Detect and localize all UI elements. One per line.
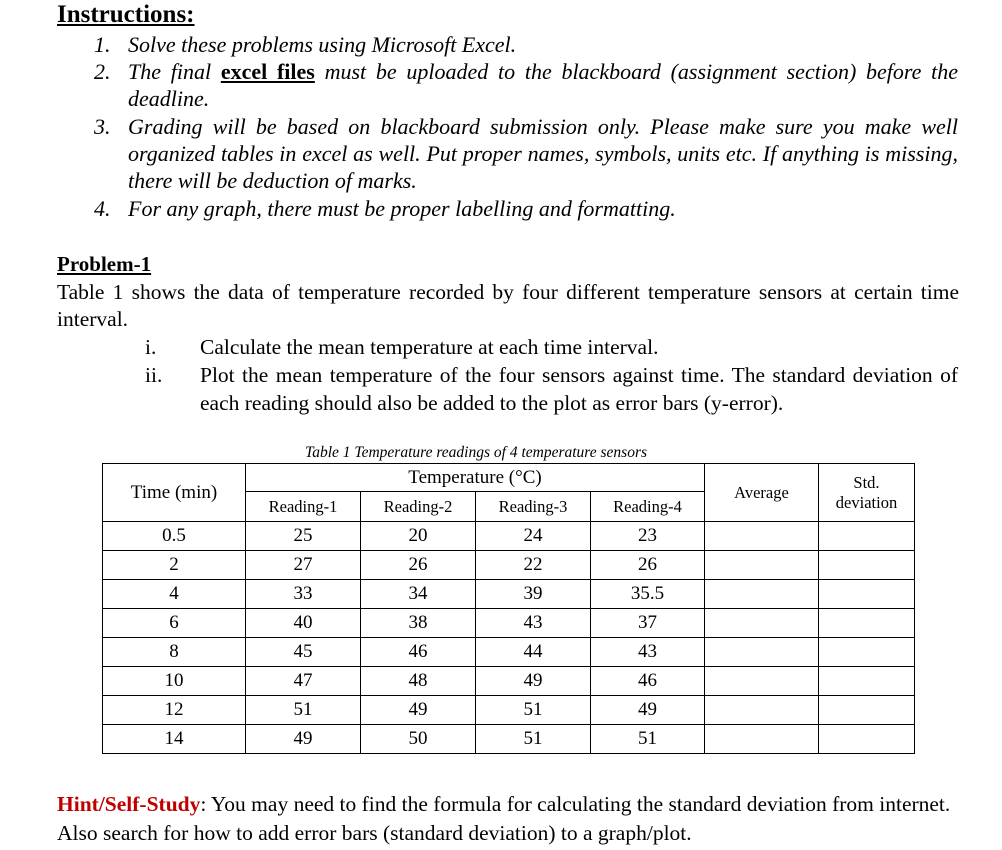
instruction-text: For any graph, there must be proper labelling and formatting.: [128, 196, 676, 221]
table-row: [103, 667, 915, 696]
item-text: Plot the mean temperature of the four sensors against time. The standard deviation of each reading should also be added to the plot as error bars (y-error).: [200, 363, 958, 415]
average-cell: [705, 609, 819, 638]
reading-4-header: Reading-4: [591, 492, 705, 522]
average-cell: [705, 696, 819, 725]
reading-cell: 22: [476, 551, 591, 580]
reading-cell: 51: [246, 696, 361, 725]
average-header: Average: [705, 464, 819, 522]
reading-cell: 37: [591, 609, 705, 638]
table-caption: Table 1 Temperature readings of 4 temperature sensors: [305, 444, 648, 461]
reading-cell: 44: [476, 638, 591, 667]
reading-cell: 40: [246, 609, 361, 638]
std-deviation-header: Std. deviation: [819, 464, 915, 522]
reading-cell: 26: [361, 551, 476, 580]
std-deviation-cell: [819, 522, 915, 551]
std-deviation-cell: [819, 580, 915, 609]
time-cell: 6: [103, 609, 246, 638]
reading-cell: 34: [361, 580, 476, 609]
item-text: Calculate the mean temperature at each time interval.: [200, 335, 659, 359]
reading-cell: 27: [246, 551, 361, 580]
excel-files-emphasis: excel files: [220, 59, 315, 84]
std-deviation-cell: [819, 725, 915, 754]
instruction-text: The final excel files must be uploaded to the blackboard (assignment section) before the deadline.: [128, 59, 958, 111]
reading-cell: 23: [591, 522, 705, 551]
temperature-table: [102, 463, 915, 754]
item-number: i.: [145, 335, 157, 359]
average-cell: [705, 522, 819, 551]
table-body: [103, 522, 915, 754]
time-cell: 2: [103, 551, 246, 580]
reading-cell: 49: [361, 696, 476, 725]
table-row: [103, 638, 915, 667]
average-cell: [705, 725, 819, 754]
reading-cell: 49: [591, 696, 705, 725]
reading-cell: 43: [591, 638, 705, 667]
reading-cell: 49: [476, 667, 591, 696]
reading-cell: 35.5: [591, 580, 705, 609]
reading-cell: 38: [361, 609, 476, 638]
reading-cell: 49: [246, 725, 361, 754]
reading-cell: 50: [361, 725, 476, 754]
reading-cell: 20: [361, 522, 476, 551]
table-row: [103, 551, 915, 580]
reading-cell: 25: [246, 522, 361, 551]
instruction-number: 1.: [94, 32, 111, 57]
average-cell: [705, 580, 819, 609]
std-deviation-cell: [819, 609, 915, 638]
std-deviation-cell: [819, 667, 915, 696]
reading-cell: 46: [591, 667, 705, 696]
reading-cell: 43: [476, 609, 591, 638]
table-row: [103, 725, 915, 754]
std-deviation-cell: [819, 551, 915, 580]
instruction-number: 3.: [94, 114, 111, 139]
table-row: [103, 580, 915, 609]
reading-1-header: Reading-1: [246, 492, 361, 522]
problem-description: Table 1 shows the data of temperature recorded by four different temperature sensors at certain time interval.: [57, 280, 959, 331]
instructions-heading: Instructions:: [57, 1, 195, 28]
std-deviation-cell: [819, 638, 915, 667]
hint-text: : You may need to find the formula for calculating the standard deviation from internet. Also search for how to add error bars (standard deviation) to a graph/plot.: [57, 792, 951, 845]
reading-cell: 51: [476, 696, 591, 725]
instruction-number: 2.: [94, 59, 111, 84]
average-cell: [705, 638, 819, 667]
reading-2-header: Reading-2: [361, 492, 476, 522]
time-cell: 8: [103, 638, 246, 667]
reading-cell: 24: [476, 522, 591, 551]
instruction-text: Solve these problems using Microsoft Excel.: [128, 32, 517, 57]
time-cell: 12: [103, 696, 246, 725]
time-cell: 10: [103, 667, 246, 696]
instruction-number: 4.: [94, 196, 111, 221]
reading-3-header: Reading-3: [476, 492, 591, 522]
reading-cell: 47: [246, 667, 361, 696]
reading-cell: 39: [476, 580, 591, 609]
hint-paragraph: [57, 790, 959, 848]
item-number: ii.: [145, 363, 163, 387]
table-row: [103, 696, 915, 725]
reading-cell: 45: [246, 638, 361, 667]
time-cell: 0.5: [103, 522, 246, 551]
instruction-text: Grading will be based on blackboard submission only. Please make sure you make well organized tables in excel as well. Put proper names, symbols, units etc. If anything is missing, there will be deduction of marks.: [128, 114, 958, 193]
reading-cell: 51: [591, 725, 705, 754]
reading-cell: 48: [361, 667, 476, 696]
time-cell: 4: [103, 580, 246, 609]
time-header: Time (min): [103, 464, 246, 522]
reading-cell: 26: [591, 551, 705, 580]
time-cell: 14: [103, 725, 246, 754]
hint-label: Hint/Self-Study: [57, 792, 201, 816]
average-cell: [705, 667, 819, 696]
reading-cell: 51: [476, 725, 591, 754]
table-row: [103, 609, 915, 638]
reading-cell: 46: [361, 638, 476, 667]
table-row: [103, 522, 915, 551]
reading-cell: 33: [246, 580, 361, 609]
std-deviation-cell: [819, 696, 915, 725]
average-cell: [705, 551, 819, 580]
temperature-header: Temperature (°C): [246, 464, 705, 492]
problem-title: Problem-1: [57, 252, 152, 276]
